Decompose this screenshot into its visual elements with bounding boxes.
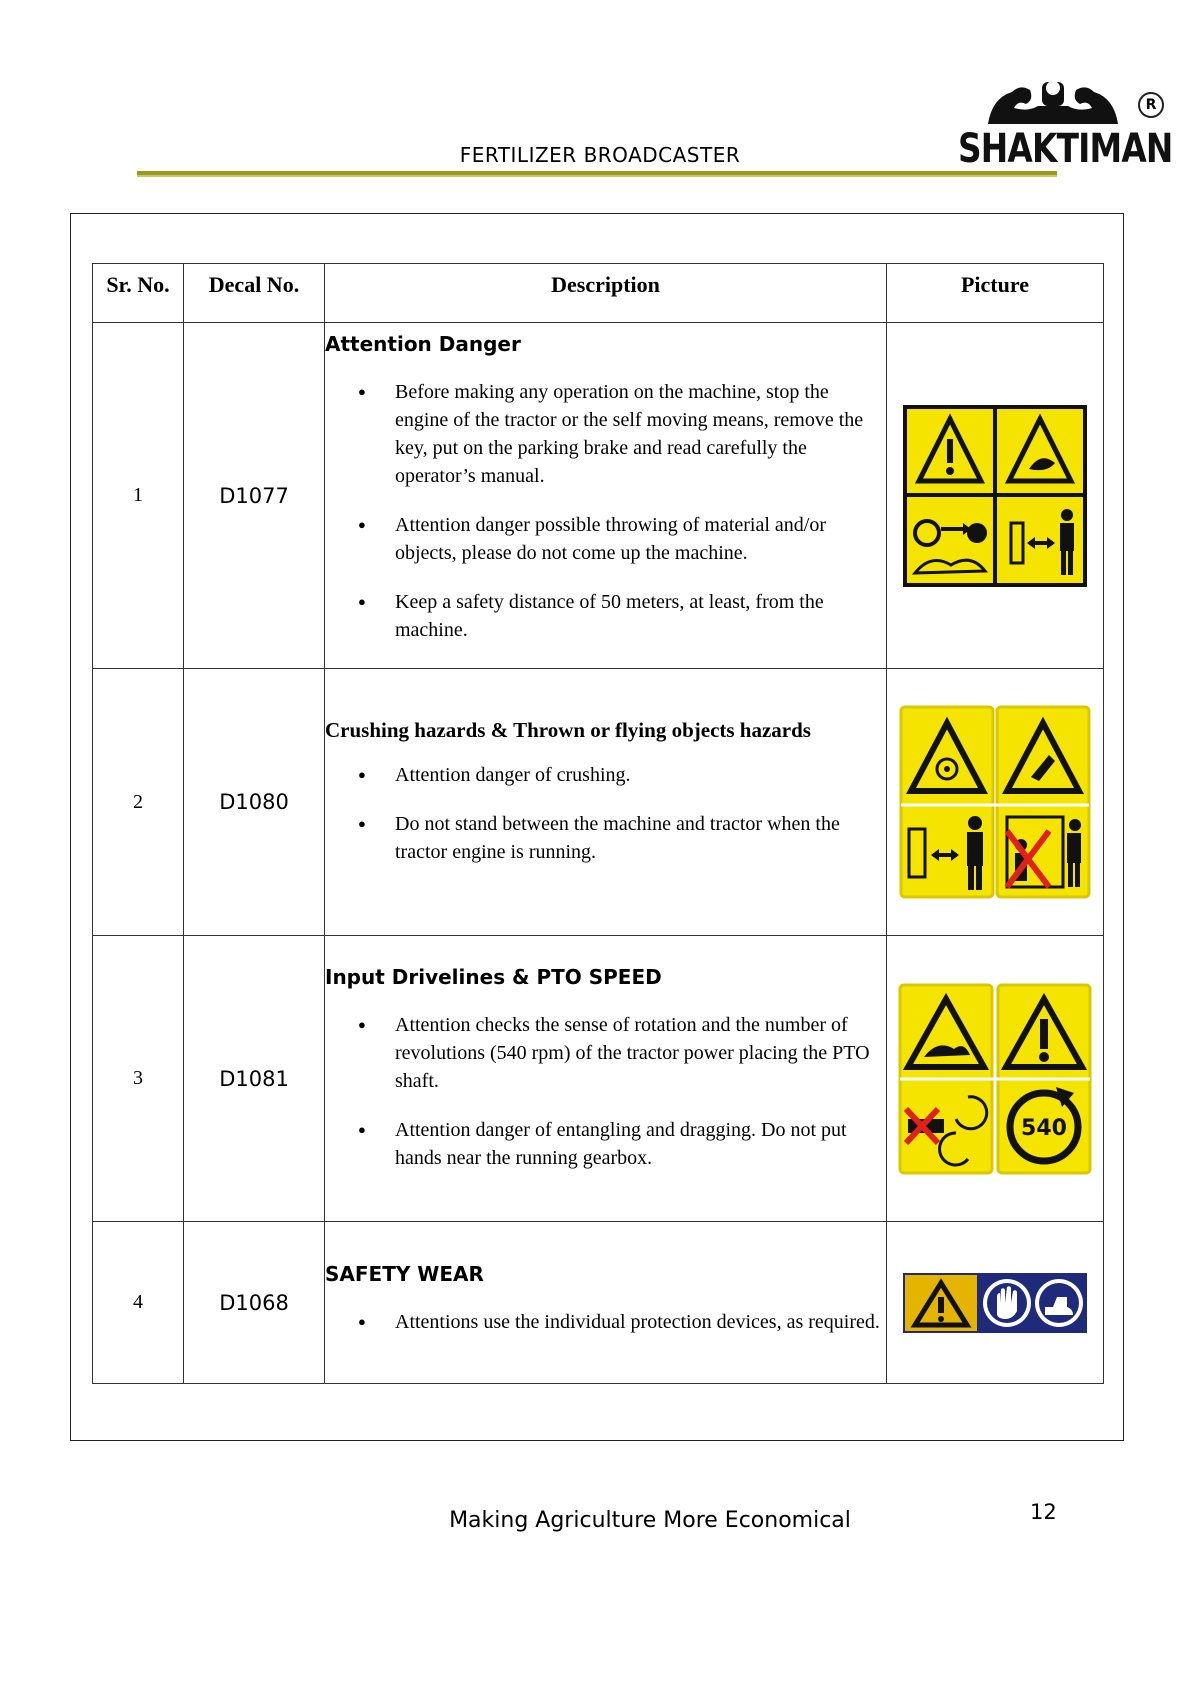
list-item: ● Keep a safety distance of 50 meters, at least, from the machine.: [395, 588, 886, 644]
table-header-row: [93, 264, 1104, 323]
sr-number: 3: [93, 936, 184, 1222]
table-row: [93, 1222, 1104, 1384]
sr-number: 4: [93, 1222, 184, 1384]
bullet-list: [325, 761, 886, 866]
column-header-sr: Sr. No.: [93, 264, 184, 323]
decal-number: D1077: [184, 323, 325, 669]
column-header-decal: Decal No.: [184, 264, 325, 323]
table-row: [93, 669, 1104, 936]
decal-d1080-image: [899, 705, 1091, 899]
description-cell: [325, 323, 887, 669]
description-title: Input Drivelines & PTO SPEED: [325, 964, 662, 989]
decal-d1068-image: [901, 1271, 1089, 1335]
list-item: ● Attention checks the sense of rotation and the number of revolutions (540 rpm) of the tractor power placing the PTO shaft.: [395, 1011, 886, 1095]
document-title: FERTILIZER BROADCASTER: [459, 143, 741, 167]
pto-speed-label: 540: [1021, 1115, 1067, 1141]
decal-d1077-image: [901, 403, 1089, 589]
description-cell: [325, 936, 887, 1222]
registered-mark: R: [1138, 92, 1164, 118]
table-row: [93, 936, 1104, 1222]
list-item: ● Attentions use the individual protection devices, as required.: [395, 1308, 886, 1336]
header-divider: [137, 171, 1057, 177]
description-title: SAFETY WEAR: [325, 1262, 484, 1286]
list-item: ● Attention danger of entangling and dragging. Do not put hands near the running gearbox.: [395, 1116, 886, 1172]
bullet-list: [325, 1308, 886, 1336]
sr-number: 2: [93, 669, 184, 936]
bullet-list: [325, 378, 886, 644]
brand-wordmark: SHAKTIMAN: [958, 126, 1173, 172]
table-row: [93, 323, 1104, 669]
picture-cell: [887, 323, 1104, 669]
description-cell: [325, 669, 887, 936]
decal-number: D1080: [184, 669, 325, 936]
column-header-description: Description: [325, 264, 887, 323]
picture-cell: [887, 669, 1104, 936]
column-header-picture: Picture: [887, 264, 1104, 323]
page-number: 12: [1030, 1500, 1057, 1524]
picture-cell: [887, 1222, 1104, 1384]
strongman-icon: [978, 78, 1128, 130]
description-cell: [325, 1222, 887, 1384]
list-item: ● Do not stand between the machine and tractor when the tractor engine is running.: [395, 810, 886, 866]
decal-number: D1068: [184, 1222, 325, 1384]
decal-table: [92, 263, 1104, 1384]
picture-cell: [887, 936, 1104, 1222]
list-item: ● Attention danger of crushing.: [395, 761, 886, 789]
decal-number: D1081: [184, 936, 325, 1222]
list-item: ● Before making any operation on the machine, stop the engine of the tractor or the self moving means, remove the key, put on the parking brake and read carefully the operator’s manual.: [395, 378, 886, 490]
list-item: ● Attention danger possible throwing of material and/or objects, please do not come up the machine.: [395, 511, 886, 567]
brand-logo: [958, 78, 1173, 172]
decal-d1081-image: [898, 983, 1092, 1175]
bullet-list: [325, 1011, 886, 1172]
footer-tagline: Making Agriculture More Economical: [449, 1508, 851, 1533]
sr-number: 1: [93, 323, 184, 669]
description-title: Crushing hazards & Thrown or flying objects hazards: [325, 717, 811, 742]
description-title: Attention Danger: [325, 332, 521, 356]
